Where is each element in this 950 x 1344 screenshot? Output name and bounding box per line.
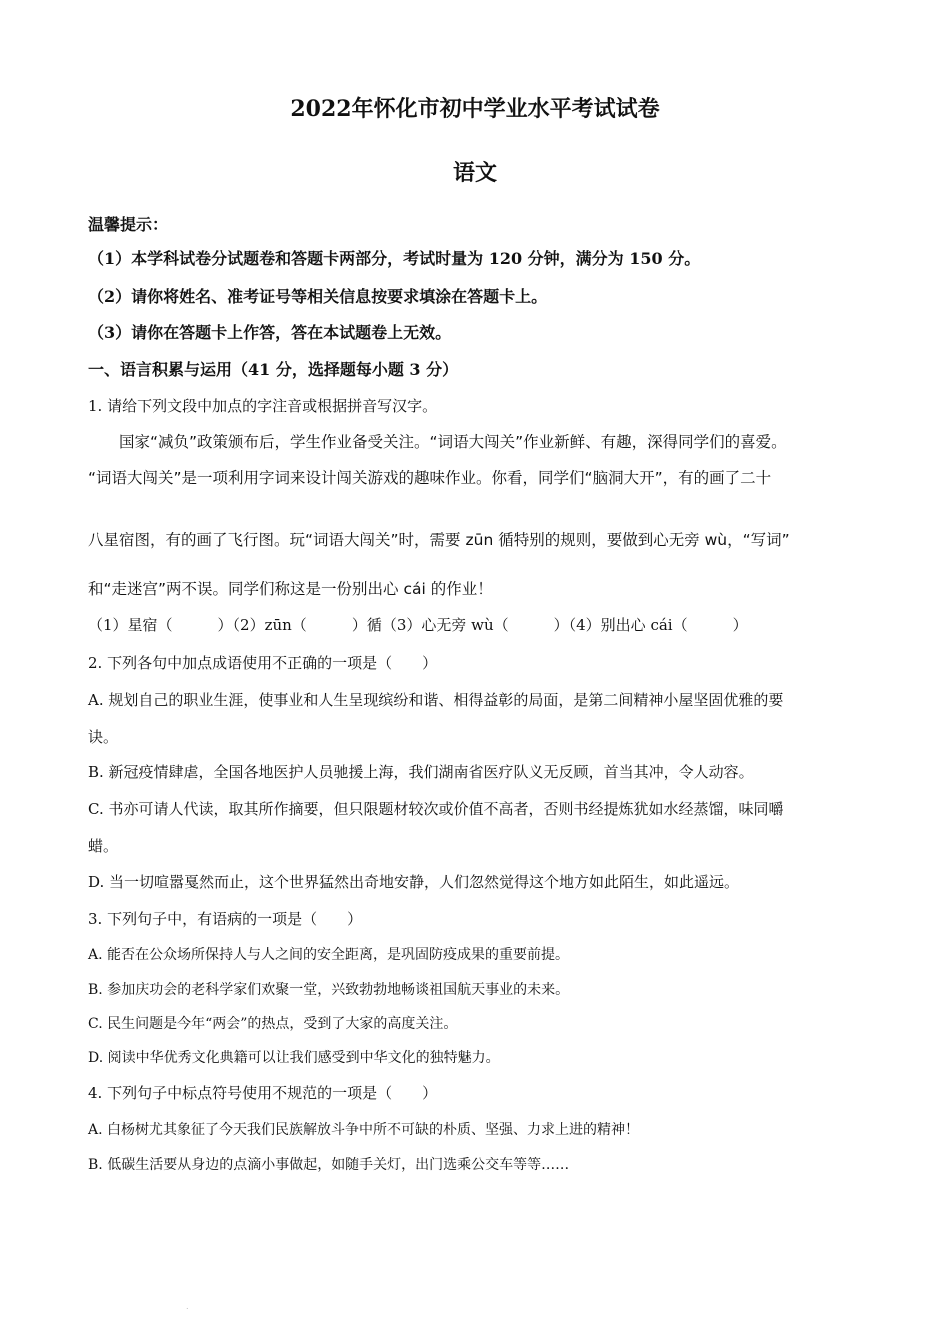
option-line: A. 白杨树尤其象征了今天我们民族解放斗争中所不可缺的朴质、坚强、力求上进的精神！: [88, 1122, 640, 1138]
tip-item: （1）本学科试卷分试题卷和答题卡两部分，考试时量为 120 分钟，满分为 150 分。: [88, 249, 701, 268]
option-line: D. 当一切喧嚣戛然而止，这个世界猛然出奇地安静，人们忽然觉得这个地方如此陌生，如此遥远。: [88, 873, 740, 891]
option-line: B. 低碳生活要从身边的点滴小事做起，如随手关灯，出门选乘公交车等等……: [88, 1157, 570, 1173]
option-line: A. 能否在公众场所保持人与人之间的安全距离，是巩固防疫成果的重要前提。: [88, 947, 570, 963]
option-line: A. 规划自己的职业生涯，使事业和人生呈现缤纷和谐、相得益彰的局面，是第二间精神小屋坚固优雅的要: [88, 691, 784, 709]
footer-mark: .: [186, 1302, 189, 1311]
option-line: C. 书亦可请人代读，取其所作摘要，但只限题材较次或价值不高者，否则书经提炼犹如水经蒸馏，味同嚼: [88, 800, 784, 818]
option-line: C. 民生问题是今年“两会”的热点，受到了大家的高度关注。: [88, 1016, 458, 1032]
tip-item: （2）请你将姓名、准考证号等相关信息按要求填涂在答题卡上。: [88, 287, 548, 306]
option-line: B. 参加庆功会的老科学家们欢聚一堂，兴致勃勃地畅谈祖国航天事业的未来。: [88, 982, 570, 998]
exam-title: 2022年怀化市初中学业水平考试试卷: [290, 96, 660, 122]
question-stem: 1. 请给下列文段中加点的字注音或根据拼音写汉字。: [88, 397, 438, 415]
tips-heading: 温馨提示：: [88, 215, 169, 234]
passage-line: “词语大闯关”是一项利用字词来设计闯关游戏的趣味作业。你看，同学们“脑洞大开”，有的画了二十: [88, 469, 772, 487]
question-stem: 4. 下列句子中标点符号使用不规范的一项是（ ）: [88, 1084, 438, 1102]
passage-line: 和“走迷宫”两不误。同学们称这是一份别出心 cái 的作业！: [88, 580, 493, 598]
question-stem: 3. 下列句子中，有语病的一项是（ ）: [88, 910, 363, 928]
section-heading: 一、语言积累与运用（41 分，选择题每小题 3 分）: [88, 360, 459, 379]
option-line: 诀。: [88, 728, 119, 746]
passage-line: 八星宿图，有的画了飞行图。玩“词语大闯关”时，需要 zūn 循特别的规则，要做到心无旁 wù，“写词”: [88, 531, 790, 549]
question-stem: 2. 下列各句中加点成语使用不正确的一项是（ ）: [88, 654, 438, 672]
option-line: D. 阅读中华优秀文化典籍可以让我们感受到中华文化的独特魅力。: [88, 1050, 500, 1066]
tip-item: （3）请你在答题卡上作答，答在本试题卷上无效。: [88, 323, 452, 342]
option-line: 蜡。: [88, 837, 119, 855]
answer-blanks: （1）星宿（ ）（2）zūn（ ）循（3）心无旁 wù（ ）（4）别出心 cái（ ）: [88, 616, 748, 634]
option-line: B. 新冠疫情肆虐，全国各地医护人员驰援上海，我们湖南省医疗队义无反顾，首当其冲，令人动容。: [88, 763, 754, 781]
subject-title: 语文: [452, 160, 497, 186]
passage-line: 国家“减负”政策颁布后，学生作业备受关注。“词语大闯关”作业新鲜、有趣，深得同学们的喜爱。: [88, 433, 787, 451]
